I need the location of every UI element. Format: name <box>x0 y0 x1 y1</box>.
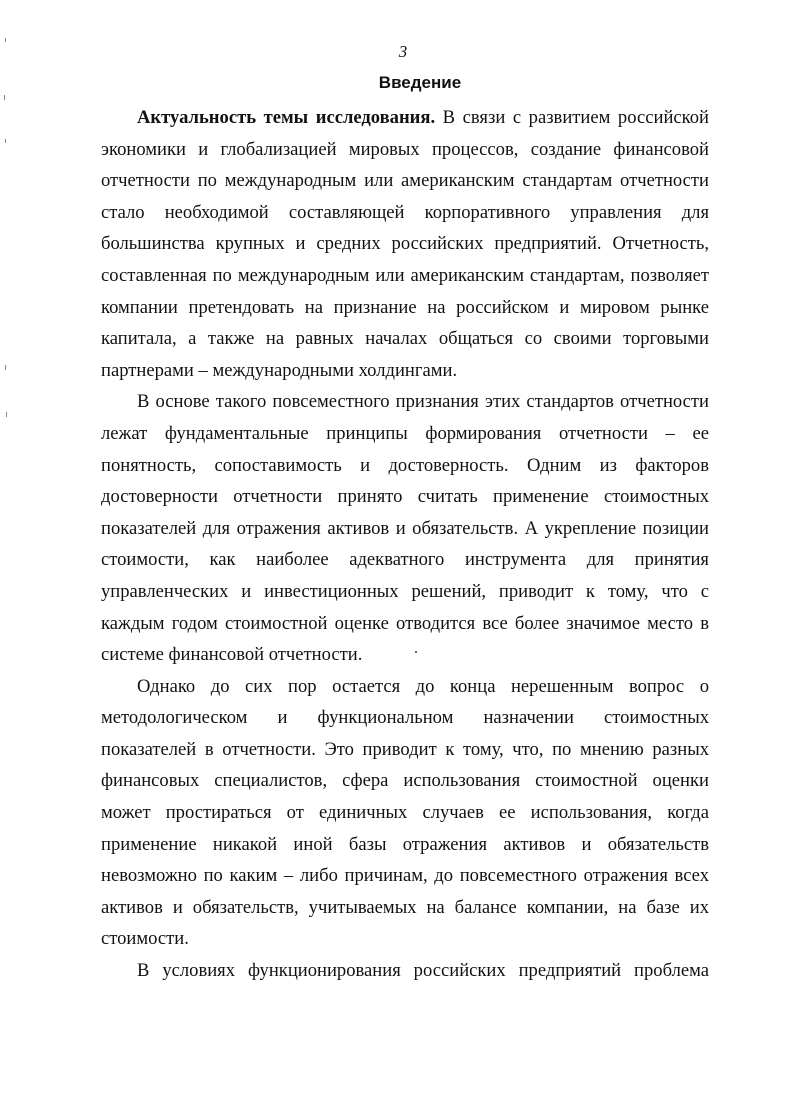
text-line: финансовых специалистов, сфера использования стоимостной оценки <box>101 770 709 792</box>
scan-artifact-5 <box>6 412 7 417</box>
scan-artifact-3 <box>5 139 6 143</box>
paragraph-1 <box>101 102 709 386</box>
text-line: В основе такого повсеместного признания этих стандартов отчетности <box>137 391 709 413</box>
text-line <box>101 102 709 134</box>
text-line: партнерами – международными холдингами. <box>101 359 458 381</box>
section-heading: Введение <box>378 73 462 92</box>
text-line-content: В связи с развитием российской <box>435 107 709 128</box>
text-line: составленная по международным или американским стандартам, позволяет <box>101 264 709 286</box>
text-line: невозможно по каким – либо причинам, до повсеместного отражения всех <box>101 865 709 887</box>
text-line: может простираться от единичных случаев ее использования, когда <box>101 802 709 824</box>
text-line: показателей в отчетности. Это приводит к тому, что, по мнению разных <box>101 738 709 760</box>
text-line: стоимости. <box>101 928 189 950</box>
text-line: Однако до сих пор остается до конца нерешенным вопрос о <box>137 675 709 697</box>
text-line: компании претендовать на признание на российском и мировом рынке <box>101 296 709 318</box>
text-line: стало необходимой составляющей корпоративного управления для <box>101 201 709 223</box>
text-line: управленческих и инвестиционных решений, приводит к тому, что с <box>101 580 709 602</box>
text-line: стоимости, как наиболее адекватного инструмента для принятия <box>101 549 709 571</box>
text-line: показателей для отражения активов и обязательств. А укрепление позиции <box>101 517 709 539</box>
text-line: лежат фундаментальные принципы формирования отчетности – ее <box>101 422 709 444</box>
text-line: каждым годом стоимостной оценке отводится все более значимое место в <box>101 612 709 634</box>
text-line: понятность, сопоставимость и достоверность. Одним из факторов <box>101 454 709 476</box>
paragraph-lead: Актуальность темы исследования. <box>137 107 436 128</box>
text-line: достоверности отчетности принято считать применение стоимостных <box>101 486 709 508</box>
text-line: В условиях функционирования российских предприятий проблема <box>137 960 709 982</box>
text-line: капитала, а также на равных началах общаться со своими торговыми <box>101 328 709 350</box>
scan-speck <box>415 651 417 653</box>
text-line: активов и обязательств, учитываемых на балансе компании, на базе их <box>101 896 709 918</box>
paragraph-3 <box>101 671 709 955</box>
text-line: системе финансовой отчетности. <box>101 644 363 666</box>
body-text <box>101 102 709 987</box>
page-number: 3 <box>398 42 408 61</box>
scan-artifact-4 <box>5 365 6 370</box>
paragraph-4 <box>101 955 709 987</box>
text-line: большинства крупных и средних российских предприятий. Отчетность, <box>101 233 709 255</box>
paragraph-2 <box>101 386 709 670</box>
text-line: методологическом и функциональном назначении стоимостных <box>101 707 709 729</box>
text-line: отчетности по международным или американским стандартам отчетности <box>101 170 709 192</box>
scan-artifact-2 <box>4 95 5 100</box>
text-line: экономики и глобализацией мировых процессов, создание финансовой <box>101 138 709 160</box>
text-line: применение никакой иной базы отражения активов и обязательств <box>101 833 709 855</box>
